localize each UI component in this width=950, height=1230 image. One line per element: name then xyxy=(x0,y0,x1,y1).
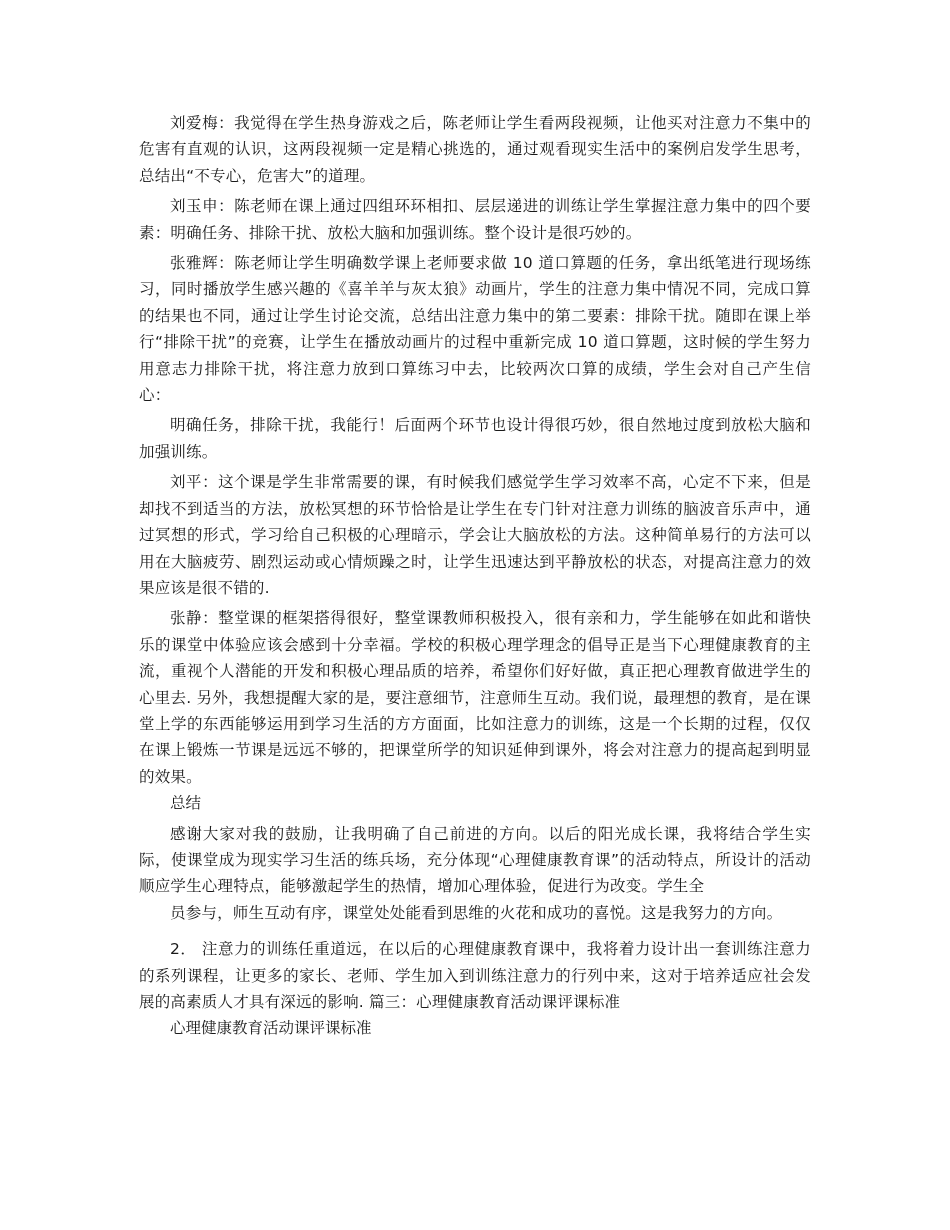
paragraph-confidence: 明确任务，排除干扰，我能行！后面两个环节也设计得很巧妙，很自然地过度到放松大脑和加强训练。 xyxy=(139,416,811,461)
summary-paragraph: 感谢大家对我的鼓励，让我明确了自己前进的方向。以后的阳光成长课，我将结合学生实际，使课堂成为现实学习生活的练兵场，充分体现“心理健康教育课”的活动特点，所设计的活动顺应学生心理特点，能够激起学生的热情，增加心理体验，促进行为改变。学生全 xyxy=(139,824,811,896)
paragraph-liu-ping: 刘平：这个课是学生非常需要的课，有时候我们感觉学生学习效率不高，心定不下来，但是却找不到适当的方法，放松冥想的环节恰恰是让学生在专门针对注意力训练的脑波音乐声中，通过冥想的形式，学习给自己积极的心理暗示，学会让大脑放松的方法。这种简单易行的方法可以用在大脑疲劳、剧烈运动或心情烦躁之时，让学生迅速达到平静放松的状态，对提高注意力的效果应该是很不错的. xyxy=(139,473,811,597)
paragraph-liu-yushen: 刘玉申：陈老师在课上通过四组环环相扣、层层递进的训练让学生掌握注意力集中的四个要素：明确任务、排除干扰、放松大脑和加强训练。整个设计是很巧妙的。 xyxy=(139,197,811,242)
paragraph-zhang-jing: 张静：整堂课的框架搭得很好，整堂课教师积极投入，很有亲和力，学生能够在如此和谐快乐的课堂中体验应该会感到十分幸福。学校的积极心理学理念的倡导正是当下心理健康教育的主流，重视个人潜能的开发和积极心理品质的培养，希望你们好好做，真正把心理教育做进学生的心里去. 另外，我想提醒大家的是，要注意细节，注意师生互动。我们说，最理想的教育，是在课堂上学的东西能够运用到学习生活的方方面面，比如注意力的训练，这是一个长期的过程，仅仅在课上锻炼一节课是远远不够的，把课堂所学的知识延伸到课外，将会对注意力的提高起到明显的效果。 xyxy=(139,609,811,786)
summary-continuation: 员参与，师生互动有序，课堂处处能看到思维的火花和成功的喜悦。这是我努力的方向。 xyxy=(170,903,783,922)
summary-heading: 总结 xyxy=(170,794,202,813)
paragraph-liu-aimei: 刘爱梅：我觉得在学生热身游戏之后，陈老师让学生看两段视频，让他买对注意力不集中的危害有直观的认识，这两段视频一定是精心挑选的，通过观看现实生活中的案例启发学生思考，总结出“不专心，危害大”的道理。 xyxy=(139,114,811,185)
paragraph-zhang-yahui: 张雅辉：陈老师让学生明确数学课上老师要求做 10 道口算题的任务，拿出纸笔进行现场练习，同时播放学生感兴趣的《喜羊羊与灰太狼》动画片，学生的注意力集中情况不同，完成口算的结果也不同，通过让学生讨论交流，总结出注意力集中的第二要素：排除干扰。随即在课上举行“排除干扰”的竞赛，让学生在播放动画片的过程中重新完成 10 道口算题，这时候的学生努力用意志力排除干扰，将注意力放到口算练习中去，比较两次口算的成绩，学生会对自己产生信心： xyxy=(139,254,811,405)
point-2-paragraph: 2． 注意力的训练任重道远，在以后的心理健康教育课中，我将着力设计出一套训练注意力的系列课程，让更多的家长、老师、学生加入到训练注意力的行列中来，这对于培养适应社会发展的高素质人才具有深远的影响. 篇三：心理健康教育活动课评课标准 xyxy=(139,940,811,1011)
document-page xyxy=(139,110,811,1042)
final-heading: 心理健康教育活动课评课标准 xyxy=(170,1019,372,1038)
